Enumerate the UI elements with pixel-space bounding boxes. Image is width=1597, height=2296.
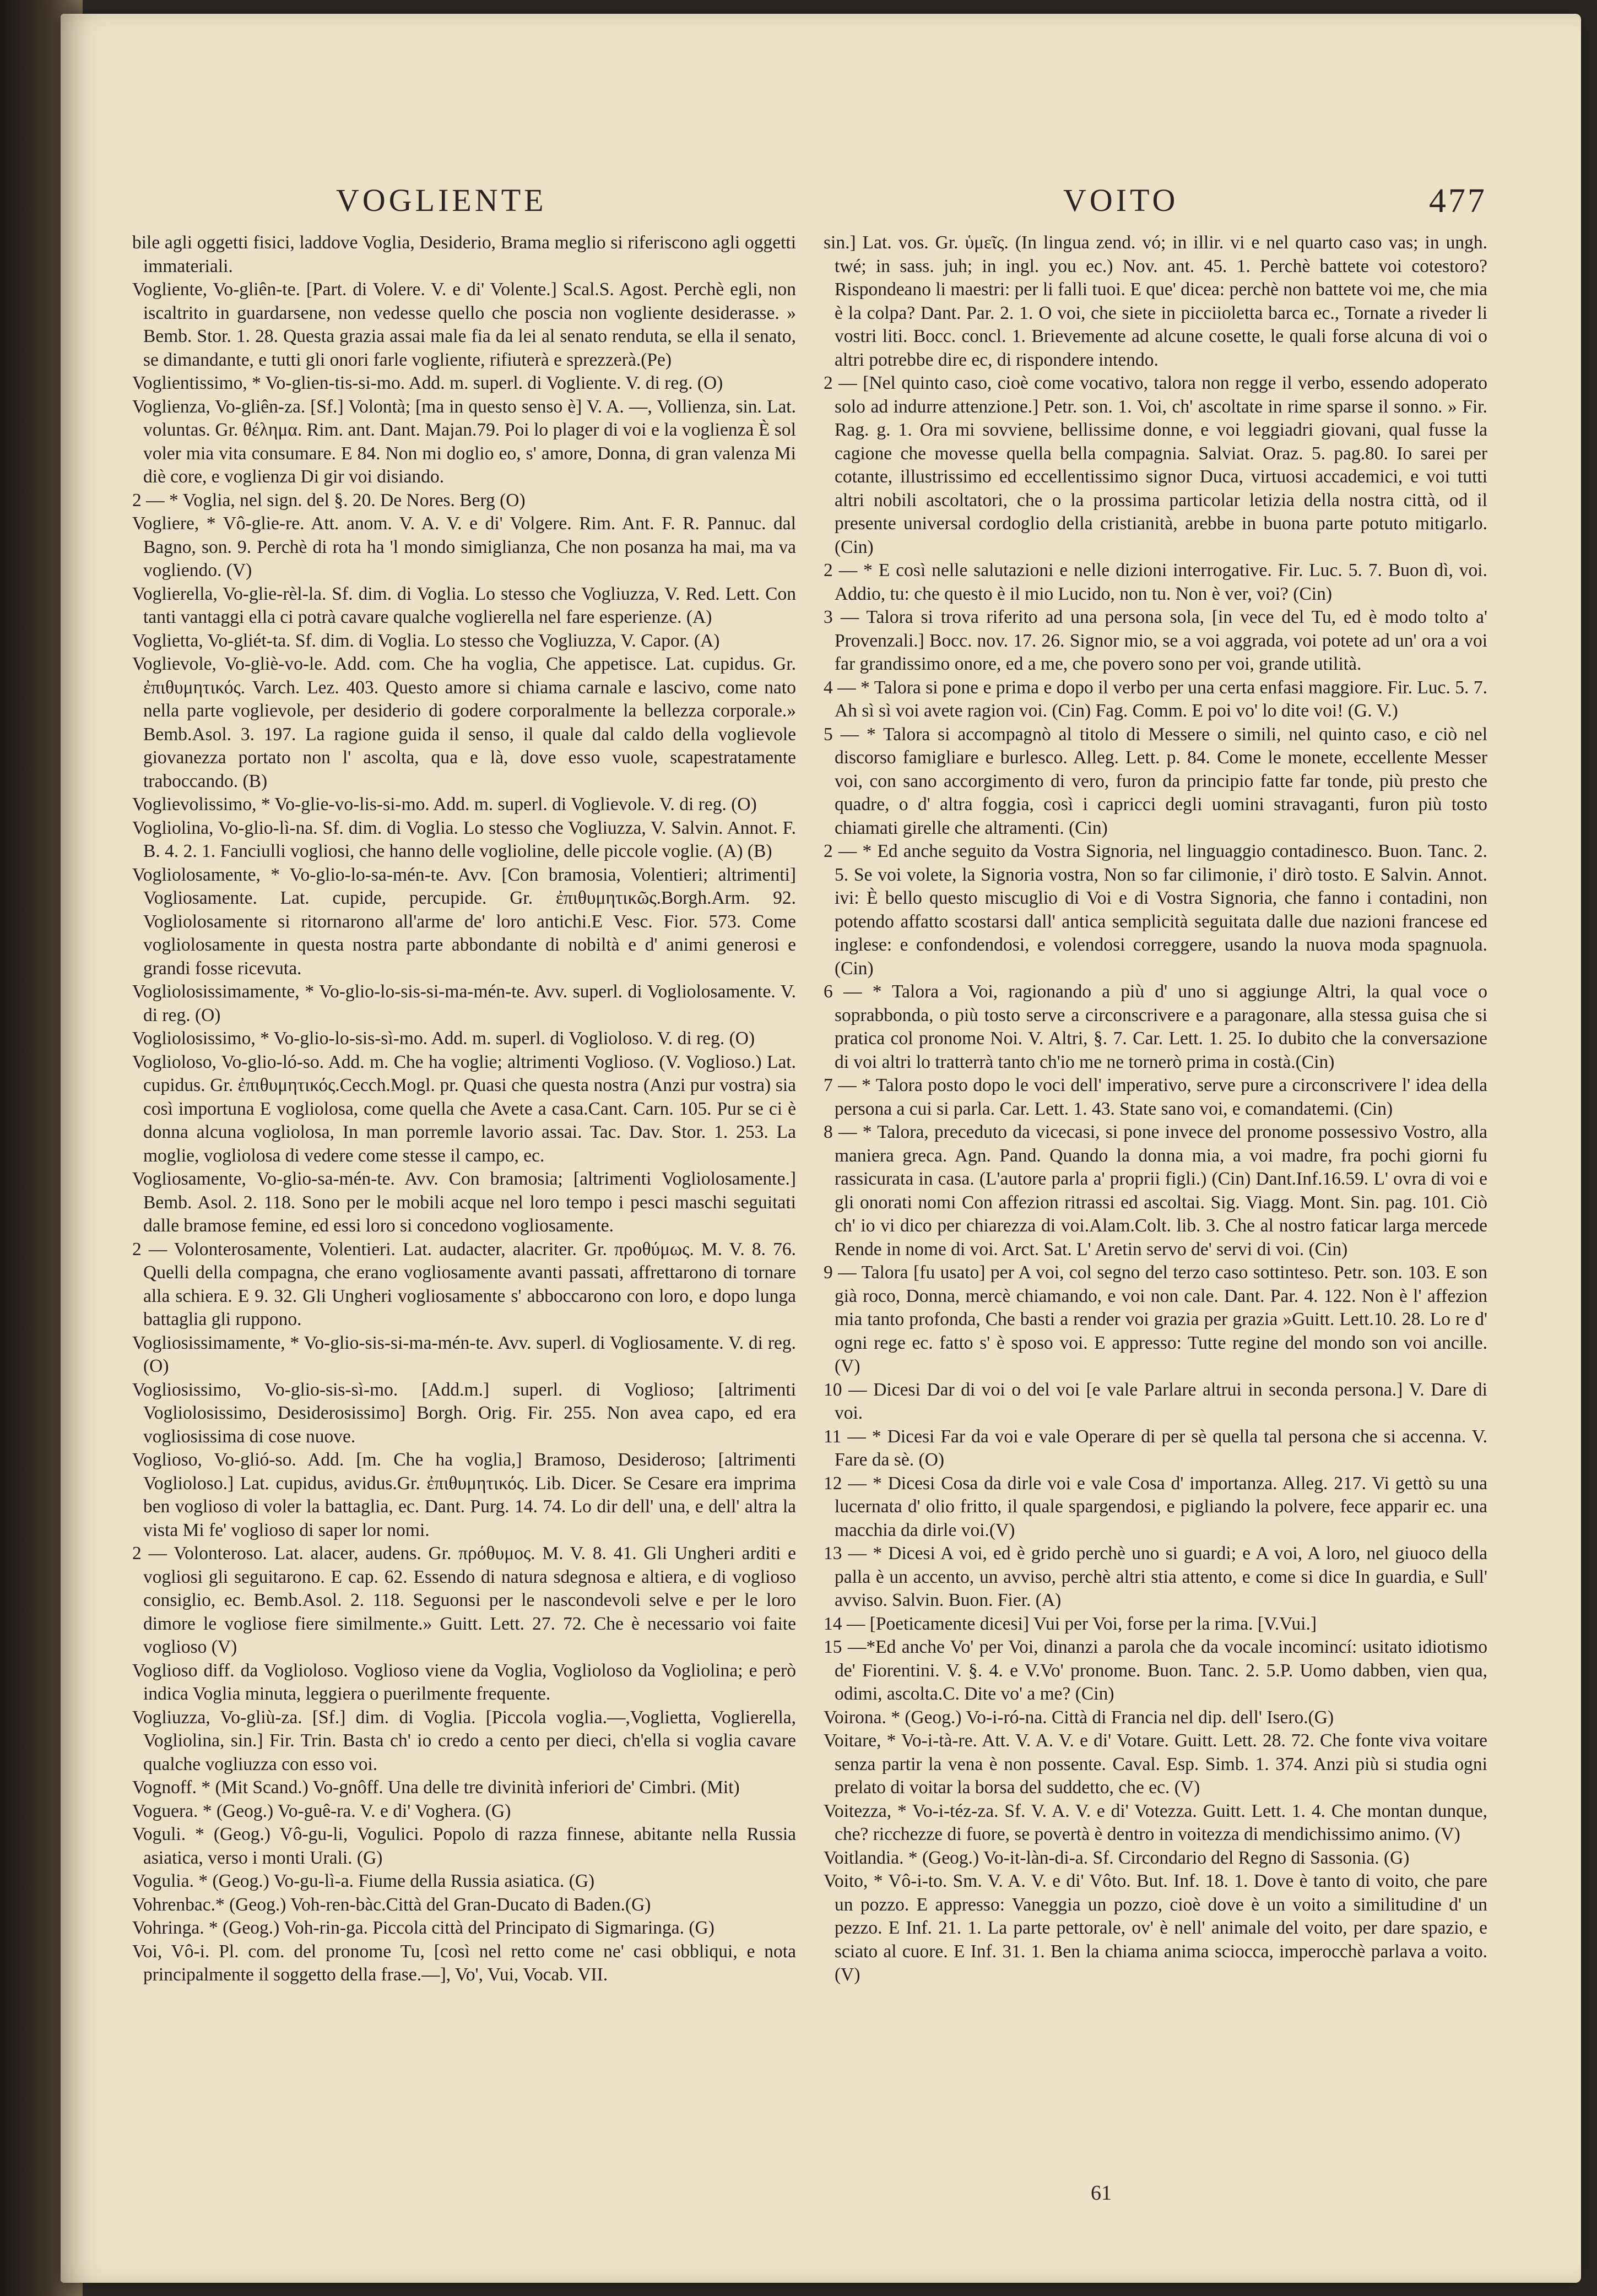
dictionary-entry: 15 —*Ed anche Vo' per Voi, dinanzi a parola che da vocale incomincí: usitato idiotismo de' Fiorentini. V. §. 4. e V.Vo' pronome. Buon. Tanc. 2. 5.P. Uomo dabben, vien qua, odimi, ascolta.C. Dite vo' a me? (Cin) (824, 1637, 1487, 1704)
dictionary-entry: 2 — * E così nelle salutazioni e nelle dizioni interrogative. Fir. Luc. 5. 7. Buon dì, voi. Addio, tu: che questo è il mio Lucido, non tu. Non è ver, voi? (Cin) (824, 560, 1487, 604)
dictionary-entry: Vogliolina, Vo-glio-lì-na. Sf. dim. di Voglia. Lo stesso che Vogliuzza, V. Salvin. Annot. F. B. 4. 2. 1. Fanciulli vogliosi, che hanno delle voglioline, delle piccole voglie. (A) (B) (132, 817, 796, 861)
dictionary-entry: Voitlandia. * (Geog.) Vo-it-làn-di-a. Sf. Circondario del Regno di Sassonia. (G) (824, 1847, 1410, 1868)
left-running-head: VOGLIENTE (336, 182, 547, 218)
dictionary-entry: sin.] Lat. vos. Gr. ὑμεῖς. (In lingua zend. vó; in illir. vi e nel quarto caso vas; in ungh. twé; in sass. juh; in ingl. you ec.) Nov. ant. 45. 1. Perchè battete voi cotestoro? Rispondeano li maestri: per li falli tuoi. E que' dicea: perchè non battete voi me, che mia è la colpa? Dant. Par. 2. 1. O voi, che siete in picciioletta barca ec., Tornate a riveder li vostri liti. Bocc. concl. 1. Brievemente ad alcune cosette, le quali forse alcuna di voi o altri potrebbe dire ec, di rispondere intendo. (824, 232, 1487, 370)
dictionary-entry: Vogliuzza, Vo-gliù-za. [Sf.] dim. di Voglia. [Piccola voglia.—,Voglietta, Voglierella, Vogliolina, sin.] Fir. Trin. Basta ch' io credo a cento per dieci, ch'ella si voglia cavare qualche vogliuzza con esso voi. (132, 1707, 796, 1774)
right-running-head: VOITO (1063, 182, 1179, 218)
dictionary-entry: 4 — * Talora si pone e prima e dopo il verbo per una certa enfasi maggiore. Fir. Luc. 5. 7. Ah sì sì voi avete ragion voi. (Cin) Fag. Comm. E poi vo' lo dite voi! (G. V.) (824, 677, 1487, 721)
dictionary-entry: 9 — Talora [fu usato] per A voi, col segno del terzo caso sottinteso. Petr. son. 103. E son già roco, Donna, mercè chiamando, e voi non cale. Dant. Par. 4. 122. Non è l' affezion mia tanto profonda, Che basti a render voi grazia per grazia »Guitt. Lett.10. 28. Lo re d' ogni rege ec. fatto s' è sposo voi. E appresso: Tutte regine del mondo son voi ancille. (V) (824, 1262, 1487, 1376)
dictionary-entry: 2 — Volonterosamente, Volentieri. Lat. audacter, alacriter. Gr. προθύμως. M. V. 8. 76. Quelli della compagna, che erano vogliosamente avanti passati, affrettarono di tornare alla schiera. E 9. 32. Gli Ungheri vogliosamente s' abboccarono con loro, e dopo lunga battaglia gli ruppono. (132, 1239, 796, 1329)
dictionary-entry: Vogliolosissimo, * Vo-glio-lo-sis-sì-mo. Add. m. superl. di Voglioloso. V. di reg. (O) (132, 1028, 755, 1049)
dictionary-entry: 2 — [Nel quinto caso, cioè come vocativo, talora non regge il verbo, essendo adoperato solo ad indurre attenzione.] Petr. son. 1. Voi, ch' ascoltate in rime sparse il sonno. » Fir. Rag. g. 1. Ora mi sovviene, bellissime donne, e voi leggiadri giovani, qual fusse la cagione che movesse quella bella compagnia. Salviat. Oraz. 5. pag.80. Io sarei per cotante, illustrissimo ed eccellentissimo signor Duca, virtuosi accademici, e voi tutti altri nobili ascoltatori, che o la prossima particolar letizia della nostra città, od il presente universal cordoglio della cristianità, arebbe in buona parte potuto mitigarlo. (Cin) (824, 373, 1487, 557)
dictionary-entry: Vogliere, * Vô-glie-re. Att. anom. V. A. V. e di' Volgere. Rim. Ant. F. R. Pannuc. dal Bagno, son. 9. Perchè di rota ha 'l mondo simiglianza, Che non posanza ha mai, ma va vogliendo. (V) (132, 513, 796, 580)
dictionary-entry: Vogliolosamente, * Vo-glio-lo-sa-mén-te. Avv. [Con bramosia, Volentieri; altrimenti] Vogliosamente. Lat. cupide, percupide. Gr. ἐπιθυμητικῶς.Borgh.Arm. 92. Vogliolosamente si ritornarono all'arme de' loro antichi.E Vesc. Fior. 573. Come vogliolosamente in questa nostra parte abbondante di nobiltà e d' animi generosi e grandi fosse ricevuta. (132, 864, 796, 979)
dictionary-entry: 5 — * Talora si accompagnò al titolo di Messere o simili, nel quinto caso, e ciò nel discorso famigliare e burlesco. Alleg. Lett. p. 84. Come le monete, eccellente Messer voi, con sano accorgimento di vero, furon da principio fatte far tonde, più presto che quadre, o d' altra foggia, così i capricci degli uomini stravaganti, furon più tosto chiamati girelle che altramenti. (Cin) (824, 724, 1487, 838)
dictionary-entry: 3 — Talora si trova riferito ad una persona sola, [in vece del Tu, ed è modo tolto a' Provenzali.] Bocc. nov. 17. 26. Signor mio, se a voi aggrada, voi potete ad un' ora a voi far grandissimo onore, ed a me, che povero sono per voi, grande utilità. (824, 607, 1487, 674)
dictionary-entry: Voi, Vô-i. Pl. com. del pronome Tu, [così nel retto come ne' casi obbliqui, e nota principalmente il soggetto della frase.—], Vo', Vui, Vocab. VII. (132, 1941, 796, 1985)
dictionary-entry: 12 — * Dicesi Cosa da dirle voi e vale Cosa d' importanza. Alleg. 217. Vi gettò su una lucernata d' olio fritto, il quale spargendosi, e pigliando la polvere, fece apparir ec. una macchia da dirle voi.(V) (824, 1473, 1487, 1540)
dictionary-entry: 2 — Volonteroso. Lat. alacer, audens. Gr. πρόθυμος. M. V. 8. 41. Gli Ungheri arditi e vogliosi gli seguitarono. E cap. 62. Essendo di natura sdegnosa e altiera, e di voglioso consiglio, ec. Bemb.Asol. 2. 118. Seguonsi per le nascondevoli selve e per le loro dimore le vogliose fiere similmente.» Guitt. Lett. 27. 72. Che è necessario voi faite voglioso (V) (132, 1543, 796, 1657)
dictionary-entry: Voirona. * (Geog.) Vo-i-ró-na. Città di Francia nel dip. dell' Isero.(G) (824, 1707, 1334, 1728)
dictionary-entry: 7 — * Talora posto dopo le voci dell' imperativo, serve pure a circonscrivere l' idea della persona a cui si parla. Car. Lett. 1. 43. State sano voi, e comandatemi. (Cin) (824, 1075, 1487, 1119)
dictionary-entry: Voitezza, * Vo-i-téz-za. Sf. V. A. V. e di' Votezza. Guitt. Lett. 1. 4. Che montan dunque, che? ricchezze di fuore, se povertà è dentro in voitezza di mendichissimo animo. (V) (824, 1800, 1487, 1844)
dictionary-entry: Vogliosamente, Vo-glio-sa-mén-te. Avv. Con bramosia; [altrimenti Vogliolosamente.] Bemb. Asol. 2. 118. Sono per le mobili acque nel loro tempo i pesci maschi seguitati dalle bramose femine, ed essi loro si concedono vogliosamente. (132, 1169, 796, 1236)
right-column (824, 231, 1487, 1987)
dictionary-entry: Vohringa. * (Geog.) Voh-rin-ga. Piccola città del Principato di Sigmaringa. (G) (132, 1918, 714, 1938)
dictionary-entry: 10 — Dicesi Dar di voi o del voi [e vale Parlare altrui in seconda persona.] V. Dare di voi. (824, 1379, 1487, 1423)
dictionary-entry: Voguli. * (Geog.) Vô-gu-li, Vogulici. Popolo di razza finnese, abitante nella Russia asiatica, verso i monti Urali. (G) (132, 1824, 796, 1868)
dictionary-entry: 2 — * Voglia, nel sign. del §. 20. De Nores. Berg (O) (132, 490, 526, 511)
dictionary-entry: Vogulia. * (Geog.) Vo-gu-lì-a. Fiume della Russia asiatica. (G) (132, 1871, 595, 1891)
dictionary-entry: Vogliente, Vo-gliên-te. [Part. di Volere. V. e di' Volente.] Scal.S. Agost. Perchè egli, non iscaltrito in guardarsene, non vedesse quello che poscia non vogliente desiderasse. » Bemb. Stor. 1. 28. Questa grazia assai male fia da lei al senato renduta, se ella il senato, se dimandante, e tutti gli onori farle vogliente, rifiuterà e sprezzerà.(Pe) (132, 279, 796, 370)
dictionary-entry: Voitare, * Vo-i-tà-re. Att. V. A. V. e di' Votare. Guitt. Lett. 28. 72. Che fonte viva voitare senza partir la vena è non possente. Caval. Esp. Simb. 1. 374. Anzi più si studia ogni prelato di voitar la borsa del suddetto, che ec. (V) (824, 1730, 1487, 1798)
dictionary-entry: Voglievole, Vo-gliè-vo-le. Add. com. Che ha voglia, Che appetisce. Lat. cupidus. Gr. ἐπιθυμητικός. Varch. Lez. 403. Questo amore si chiama carnale e lascivo, come nato nella parte voglievole, per desiderio di godere corporalmente la bellezza corporale.» Bemb.Asol. 3. 197. La ragione guida il senso, il quale dal caldo della voglievole giovanezza portato non l' ascolta, qua e là, dove esso vuole, scapestratamente traboccando. (B) (132, 654, 796, 791)
dictionary-entry: 13 — * Dicesi A voi, ed è grido perchè uno si guardi; e A voi, A loro, nel giuoco della palla è un accento, un avviso, perchè altri stia attento, e come si dice In guardia, e Sull' avviso. Salvin. Buon. Fier. (A) (824, 1543, 1487, 1610)
dictionary-entry: Voglietta, Vo-gliét-ta. Sf. dim. di Voglia. Lo stesso che Vogliuzza, V. Capor. (A) (132, 630, 720, 651)
dictionary-entry: Voglientissimo, * Vo-glien-tis-si-mo. Add. m. superl. di Vogliente. V. di reg. (O) (132, 373, 723, 393)
dictionary-entry: Voguera. * (Geog.) Vo-guê-ra. V. e di' Voghera. (G) (132, 1800, 511, 1821)
dictionary-entry: 8 — * Talora, preceduto da vicecasi, si pone invece del pronome possessivo Vostro, alla maniera greca. Agn. Pand. Quando la donna mia, a voi madre, fra pochi giorni fu rassicurata in casa. (L'autore parla a' proprii figli.) (Cin) Dant.Inf.16.59. L' ovra di voi e gli onorati nomi Con affezion ritrassi ed ascoltai. Sig. Viagg. Mont. Sin. pag. 101. Ciò ch' io vi dico per chiarezza di voi.Alam.Colt. lib. 3. Che al nostro faticar larga mercede Rende in nome di voi. Arct. Sat. L' Aretin servo de' servi di voi. (Cin) (824, 1122, 1487, 1260)
dictionary-entry: Vognoff. * (Mit Scand.) Vo-gnôff. Una delle tre divinità inferiori de' Cimbri. (Mit) (132, 1777, 740, 1798)
dictionary-entry: bile agli oggetti fisici, laddove Voglia, Desiderio, Brama meglio si riferiscono agli oggetti immateriali. (132, 232, 796, 276)
dictionary-entry: Vohrenbac.* (Geog.) Voh-ren-bàc.Città del Gran-Ducato di Baden.(G) (132, 1894, 651, 1915)
dictionary-entry: 11 — * Dicesi Far da voi e vale Operare di per sè quella tal persona che si accenna. V. Fare da sè. (O) (824, 1426, 1487, 1470)
dictionary-entry: 2 — * Ed anche seguito da Vostra Signoria, nel linguaggio contadinesco. Buon. Tanc. 2. 5. Se voi volete, la Signoria vostra, Non so far cilimonie, i' dirò tosto. E Salvin. Annot. ivi: È bello questo miscuglio di Voi e di Vostra Signoria, che fanno i contadini, non potendo affatto scostarsi dall' antica semplicità seguitata dalle due nazioni francese ed inglese: e confondendosi, e volendosi correggere, usando la nuova moda spagnuola. (Cin) (824, 841, 1487, 979)
dictionary-entry: Vogliolosissimamente, * Vo-glio-lo-sis-si-ma-mén-te. Avv. superl. di Vogliolosamente. V. di reg. (O) (132, 981, 796, 1025)
dictionary-entry: Voglievolissimo, * Vo-glie-vo-lis-si-mo. Add. m. superl. di Voglievole. V. di reg. (O) (132, 794, 757, 815)
dictionary-entry: Voglioloso, Vo-glio-ló-so. Add. m. Che ha voglie; altrimenti Voglioso. (V. Voglioso.) Lat. cupidus. Gr. ἐπιθυμητικός.Cecch.Mogl. pr. Quasi che questa nostra (Anzi pur vostra) sia così importuna E vogliolosa, come quella che Avete a casa.Cant. Carn. 105. Pur se ci è donna alcuna vogliolosa, In man porremle lavorio assai. Tac. Dav. Stor. 1. 253. La moglie, vogliolosa di vedere come stesse il campo, ec. (132, 1051, 796, 1166)
dictionary-entry: Voglioso, Vo-glió-so. Add. [m. Che ha voglia,] Bramoso, Desideroso; [altrimenti Voglioloso.] Lat. cupidus, avidus.Gr. ἐπιθυμητικός. Lib. Dicer. Se Cesare era imprima ben voglioso di voler la battaglia, ec. Dant. Purg. 14. 74. Lo dir dell' una, e dell' altra la vista Mi fe' voglioso di saper lor nomi. (132, 1450, 796, 1540)
dictionary-entry: Voglienza, Vo-gliên-za. [Sf.] Volontà; [ma in questo senso è] V. A. —, Vollienza, sin. Lat. voluntas. Gr. θέλημα. Rim. ant. Dant. Majan.79. Poi lo plager di voi e la voglienza È sol voler mia vita consumare. E 84. Non mi doglio eo, s' amore, Donna, di gran valenza Mi diè core, e voglienza Di gir voi disiando. (132, 396, 796, 487)
dictionary-entry: Voito, * Vô-i-to. Sm. V. A. V. e di' Vôto. But. Inf. 18. 1. Dove è tanto di voito, che pare un pozzo. E appresso: Vaneggia un pozzo, cioè dove è un voito a similitudine d' un pezzo. E Inf. 21. 1. La parte pettorale, ov' è nell' animale del voito, per dare spazio, e sciato al cuore. E Inf. 31. 1. Ben la chiama anima sciocca, imperocchè parlava a voito. (V) (824, 1871, 1487, 1985)
dictionary-entry: 6 — * Talora a Voi, ragionando a più d' uno si aggiunge Altri, la qual voce o soprabbonda, o più tosto serve a circonscrivere e a paragonare, alla stessa guisa che si pratica col pronome Noi. V. Altri, §. 7. Car. Lett. 1. 25. Io dubito che la conversazione di voi altri lo tratterrà tanto ch'io me ne tornerò prima in costà.(Cin) (824, 981, 1487, 1072)
dictionary-entry: Voglioso diff. da Voglioloso. Voglioso viene da Voglia, Voglioloso da Vogliolina; e però indica Voglia minuta, leggiera o puerilmente frequente. (132, 1660, 796, 1704)
left-column (132, 231, 796, 1987)
signature-mark: 61 (1091, 2181, 1112, 2205)
dictionary-entry: Vogliosissimo, Vo-glio-sis-sì-mo. [Add.m.] superl. di Voglioso; [altrimenti Vogliolosissimo, Desiderosissimo] Borgh. Orig. Fir. 255. Non avea capo, ed era vogliosissima di cose nuove. (132, 1379, 796, 1447)
page-number: 477 (1429, 182, 1487, 220)
dictionary-entry: Voglierella, Vo-glie-rèl-la. Sf. dim. di Voglia. Lo stesso che Vogliuzza, V. Red. Lett. Con tanti vantaggi ella ci potrà cavare qualche voglierella nel fare esperienze. (A) (132, 583, 796, 627)
dictionary-entry: 14 — [Poeticamente dicesi] Vui per Voi, forse per la rima. [V.Vui.] (824, 1613, 1317, 1634)
dictionary-entry: Vogliosissimamente, * Vo-glio-sis-si-ma-mén-te. Avv. superl. di Vogliosamente. V. di reg. (O) (132, 1332, 796, 1376)
